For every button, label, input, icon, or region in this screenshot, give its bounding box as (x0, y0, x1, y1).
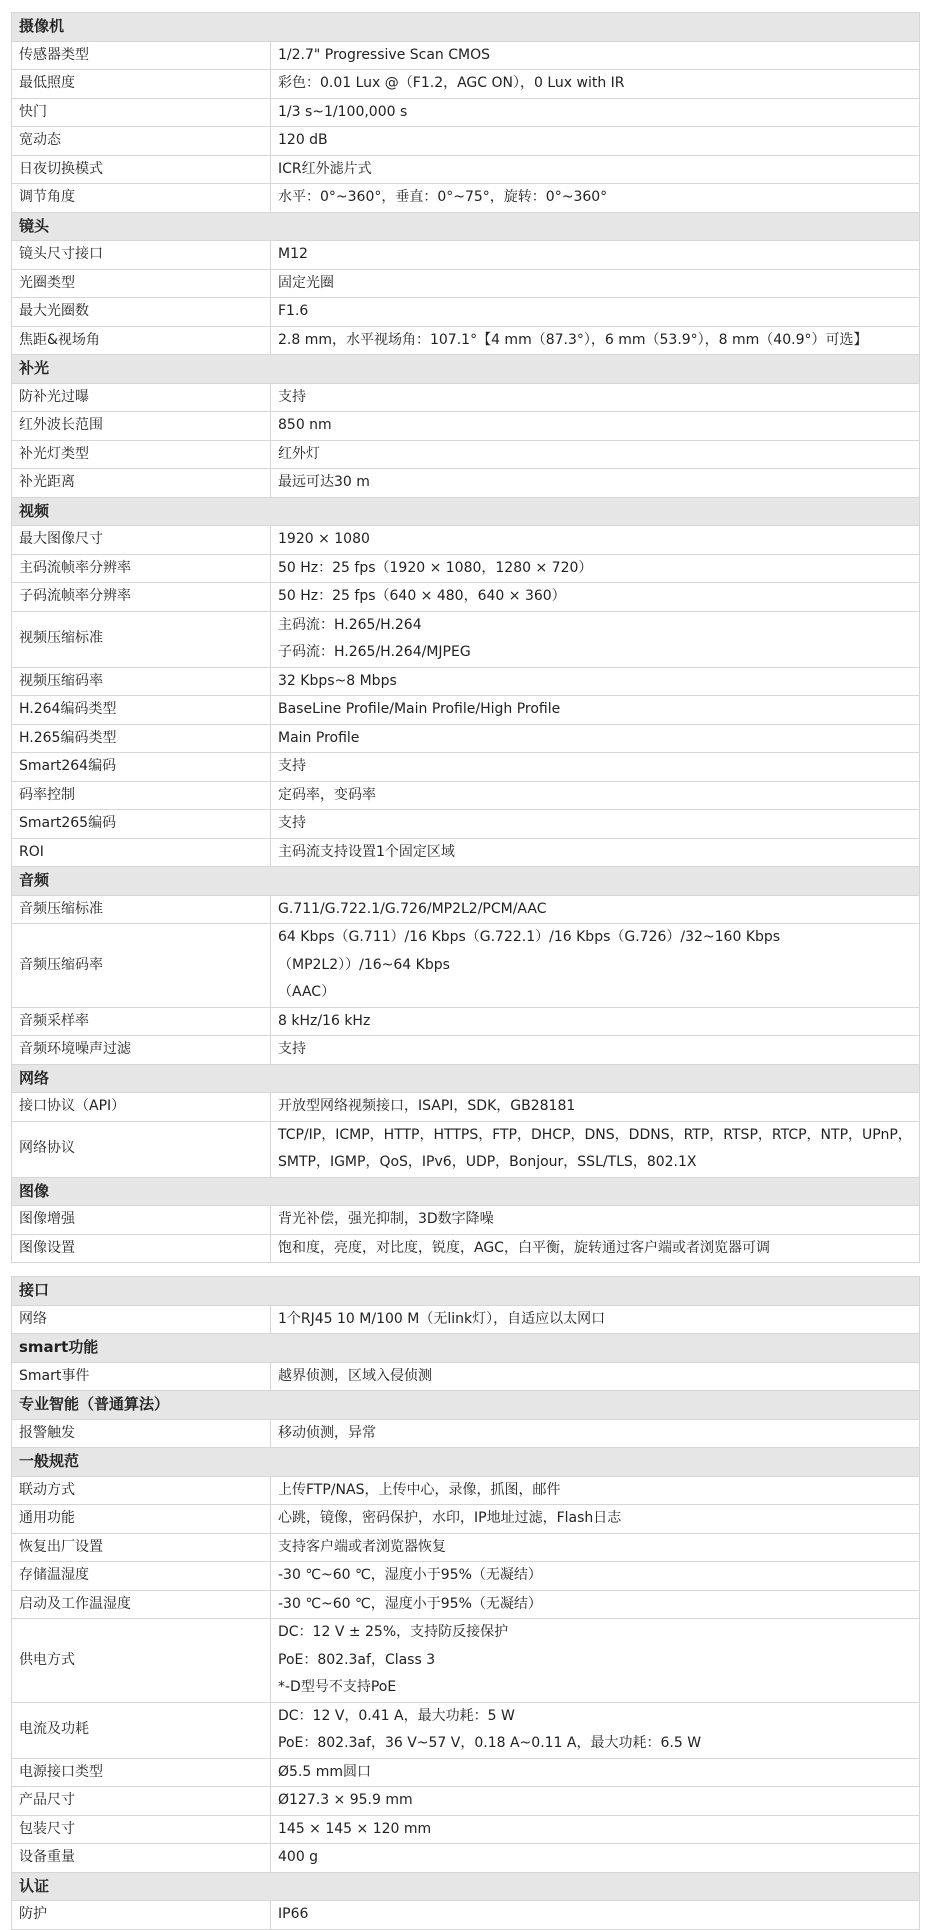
spec-value-line: SMTP，IGMP，QoS，IPv6，UDP，Bonjour，SSL/TLS，802.1X (278, 1154, 697, 1170)
spec-label: 电流及功耗 (12, 1702, 271, 1758)
spec-label: 防护 (12, 1901, 271, 1930)
section-header (12, 1334, 920, 1363)
spec-value-line: 支持客户端或者浏览器恢复 (278, 1538, 446, 1555)
spec-value (271, 1007, 920, 1036)
table-row (12, 184, 920, 213)
spec-value-line: -30 ℃~60 ℃，湿度小于95%（无凝结） (278, 1567, 542, 1583)
spec-value (271, 1036, 920, 1065)
spec-label: Smart事件 (12, 1362, 271, 1391)
spec-value-line: 850 nm (278, 417, 332, 433)
section-header (12, 1064, 920, 1093)
spec-label: 主码流帧率分辨率 (12, 554, 271, 583)
section-header (12, 1177, 920, 1206)
spec-value (271, 1476, 920, 1505)
spec-value-line: ICR红外滤片式 (278, 160, 372, 177)
spec-label: 通用功能 (12, 1505, 271, 1534)
table-row (12, 924, 920, 1008)
spec-label: 传感器类型 (12, 41, 271, 70)
spec-label: 最大光圈数 (12, 298, 271, 327)
table-row (12, 1787, 920, 1816)
spec-value (271, 184, 920, 213)
spec-label: 镜头尺寸接口 (12, 241, 271, 270)
table-row (12, 98, 920, 127)
table-row (12, 469, 920, 498)
section-header (12, 13, 920, 42)
spec-label: 报警触发 (12, 1419, 271, 1448)
spec-value-line: 400 g (278, 1849, 319, 1865)
table-row (12, 554, 920, 583)
spec-value-line: Ø5.5 mm圆口 (278, 1763, 372, 1780)
spec-value (271, 924, 920, 1008)
spec-value (271, 155, 920, 184)
spec-value (271, 526, 920, 555)
spec-value-line: 1个RJ45 10 M/100 M（无link灯），自适应以太网口 (278, 1310, 606, 1327)
table-row (12, 1007, 920, 1036)
spec-value-line: F1.6 (278, 303, 309, 319)
table-row (12, 583, 920, 612)
spec-value-line: 心跳，镜像，密码保护，水印，IP地址过滤，Flash日志 (278, 1510, 622, 1526)
section-header (12, 497, 920, 526)
table-row (12, 1234, 920, 1263)
spec-value (271, 583, 920, 612)
spec-label: 网络 (12, 1305, 271, 1334)
spec-value (271, 1844, 920, 1873)
spec-value-line: 支持 (278, 1041, 306, 1057)
table-row (12, 70, 920, 99)
table-row (12, 1702, 920, 1758)
spec-value-line: 1/3 s~1/100,000 s (278, 103, 408, 120)
table-row (12, 838, 920, 867)
spec-label: 音频采样率 (12, 1007, 271, 1036)
spec-value-line: 2.8 mm，水平视场角：107.1°【4 mm（87.3°），6 mm（53.9°），8 mm（40.9°）可选】 (278, 331, 868, 348)
table-row (12, 412, 920, 441)
spec-label: 日夜切换模式 (12, 155, 271, 184)
table-row (12, 1419, 920, 1448)
spec-sheet (11, 12, 919, 1930)
table-row (12, 1505, 920, 1534)
spec-value-line: DC：12 V，0.41 A，最大功耗：5 W (278, 1707, 515, 1724)
spec-value-line: 上传FTP/NAS，上传中心，录像，抓图，邮件 (278, 1481, 561, 1498)
table-row (12, 1036, 920, 1065)
spec-value (271, 98, 920, 127)
spec-value (271, 667, 920, 696)
spec-value (271, 1758, 920, 1787)
spec-value-line: 彩色：0.01 Lux @（F1.2，AGC ON），0 Lux with IR (278, 75, 625, 91)
spec-value (271, 781, 920, 810)
spec-label: 宽动态 (12, 127, 271, 156)
table-row (12, 1844, 920, 1873)
spec-value-line: 背光补偿，强光抑制，3D数字降噪 (278, 1211, 494, 1227)
spec-value-line: 32 Kbps~8 Mbps (278, 672, 397, 689)
spec-value-line: 64 Kbps（G.711）/16 Kbps（G.722.1）/16 Kbps（G.726）/32~160 Kbps（MP2L2））/16~64 Kbps (278, 929, 781, 973)
spec-value-line: 移动侦测，异常 (278, 1424, 376, 1441)
table-row (12, 611, 920, 667)
section-title: 一般规范 (12, 1448, 920, 1477)
spec-label: 红外波长范围 (12, 412, 271, 441)
spec-label: 音频压缩标准 (12, 895, 271, 924)
spec-label: H.264编码类型 (12, 696, 271, 725)
spec-label: 电源接口类型 (12, 1758, 271, 1787)
spec-label: 防补光过曝 (12, 383, 271, 412)
spec-value-line: -30 ℃~60 ℃，湿度小于95%（无凝结） (278, 1595, 542, 1612)
table-row (12, 1121, 920, 1177)
spec-value (271, 41, 920, 70)
table-row (12, 1815, 920, 1844)
spec-value-line: 1920 × 1080 (278, 531, 370, 547)
spec-value (271, 412, 920, 441)
spec-value (271, 838, 920, 867)
table-row (12, 667, 920, 696)
spec-value (271, 1419, 920, 1448)
spec-label: 联动方式 (12, 1476, 271, 1505)
table-row (12, 753, 920, 782)
section-title: 认证 (12, 1872, 920, 1901)
table-row (12, 298, 920, 327)
spec-label: 存储温湿度 (12, 1562, 271, 1591)
spec-value (271, 1121, 920, 1177)
spec-label: 补光灯类型 (12, 440, 271, 469)
spec-value-line: M12 (278, 246, 308, 262)
spec-label: 码率控制 (12, 781, 271, 810)
section-header (12, 355, 920, 384)
section-header (12, 1872, 920, 1901)
spec-value-line: 固定光圈 (278, 274, 334, 291)
spec-label: 焦距&视场角 (12, 326, 271, 355)
section-header (12, 1448, 920, 1477)
spec-value (271, 611, 920, 667)
spec-value-line: PoE：802.3af，Class 3 (278, 1651, 436, 1668)
table-row (12, 127, 920, 156)
spec-value (271, 554, 920, 583)
spec-value-line: 145 × 145 × 120 mm (278, 1820, 432, 1837)
spec-label: 子码流帧率分辨率 (12, 583, 271, 612)
spec-value-line: 越界侦测，区域入侵侦测 (278, 1367, 432, 1384)
spec-value-line: 120 dB (278, 132, 328, 148)
spec-value (271, 440, 920, 469)
spec-value (271, 1234, 920, 1263)
spec-label: H.265编码类型 (12, 724, 271, 753)
table-row (12, 1206, 920, 1235)
spec-value (271, 1590, 920, 1619)
spec-value (271, 895, 920, 924)
spec-value-line: Main Profile (278, 729, 360, 746)
table-row (12, 1533, 920, 1562)
spec-label: 图像增强 (12, 1206, 271, 1235)
spec-value-line: DC：12 V ± 25%，支持防反接保护 (278, 1624, 509, 1640)
spec-value (271, 1505, 920, 1534)
section-title: 网络 (12, 1064, 920, 1093)
spec-value-line: 子码流：H.265/H.264/MJPEG (278, 644, 471, 660)
spec-value (271, 1562, 920, 1591)
spec-value-line: 50 Hz：25 fps（1920 × 1080，1280 × 720） (278, 559, 593, 576)
spec-value (271, 1619, 920, 1703)
table-row (12, 1093, 920, 1122)
spec-value (271, 1787, 920, 1816)
section-header (12, 1277, 920, 1306)
spec-value (271, 810, 920, 839)
table-row (12, 155, 920, 184)
table-row (12, 724, 920, 753)
section-header (12, 212, 920, 241)
table-row (12, 1305, 920, 1334)
spec-label: 供电方式 (12, 1619, 271, 1703)
spec-label: 视频压缩码率 (12, 667, 271, 696)
spec-label: 视频压缩标准 (12, 611, 271, 667)
table-row (12, 696, 920, 725)
table-row (12, 526, 920, 555)
spec-label: 快门 (12, 98, 271, 127)
spec-value (271, 1305, 920, 1334)
spec-value (271, 469, 920, 498)
spec-label: 最低照度 (12, 70, 271, 99)
spec-label: 产品尺寸 (12, 1787, 271, 1816)
spec-value-line: 支持 (278, 815, 306, 831)
spec-label: 接口协议（API） (12, 1093, 271, 1122)
spec-value (271, 1093, 920, 1122)
section-header (12, 867, 920, 896)
spec-value-line: TCP/IP，ICMP，HTTP，HTTPS，FTP，DHCP，DNS，DDNS，RTP，RTSP，RTCP，NTP，UPnP， (278, 1126, 912, 1143)
section-title: 摄像机 (12, 13, 920, 42)
spec-value (271, 127, 920, 156)
spec-label: 图像设置 (12, 1234, 271, 1263)
table-row (12, 895, 920, 924)
spec-table (11, 1276, 920, 1930)
spec-value (271, 696, 920, 725)
spec-value (271, 298, 920, 327)
spec-value (271, 724, 920, 753)
table-row (12, 241, 920, 270)
spec-label: 补光距离 (12, 469, 271, 498)
spec-label: 网络协议 (12, 1121, 271, 1177)
table-row (12, 41, 920, 70)
spec-value-line: 主码流：H.265/H.264 (278, 616, 422, 633)
table-row (12, 1476, 920, 1505)
table-row (12, 810, 920, 839)
spec-value (271, 1815, 920, 1844)
table-row (12, 326, 920, 355)
spec-label: 包装尺寸 (12, 1815, 271, 1844)
table-row (12, 781, 920, 810)
spec-value-line: IP66 (278, 1906, 309, 1922)
spec-value-line: BaseLine Profile/Main Profile/High Profile (278, 701, 561, 717)
spec-value-line: 8 kHz/16 kHz (278, 1012, 371, 1029)
spec-label: 音频压缩码率 (12, 924, 271, 1008)
spec-value-line: 1/2.7" Progressive Scan CMOS (278, 46, 491, 63)
spec-value (271, 1206, 920, 1235)
table-row (12, 1590, 920, 1619)
spec-value (271, 70, 920, 99)
spec-label: 音频环境噪声过滤 (12, 1036, 271, 1065)
spec-label: 设备重量 (12, 1844, 271, 1873)
spec-value-line: 50 Hz：25 fps（640 × 480，640 × 360） (278, 588, 566, 604)
spec-value (271, 269, 920, 298)
spec-label: 调节角度 (12, 184, 271, 213)
spec-label: 光圈类型 (12, 269, 271, 298)
spec-label: ROI (12, 838, 271, 867)
spec-value-line: 定码率，变码率 (278, 786, 376, 803)
spec-label: Smart265编码 (12, 810, 271, 839)
section-title: 专业智能（普通算法） (12, 1391, 920, 1420)
spec-value-line: 开放型网络视频接口，ISAPI，SDK，GB28181 (278, 1098, 576, 1114)
spec-value-line: 支持 (278, 388, 306, 405)
section-title: 视频 (12, 497, 920, 526)
spec-value (271, 241, 920, 270)
spec-table (11, 12, 920, 1263)
table-row (12, 269, 920, 298)
spec-value (271, 383, 920, 412)
spec-label: 最大图像尺寸 (12, 526, 271, 555)
spec-value-line: 水平：0°~360°，垂直：0°~75°，旋转：0°~360° (278, 189, 608, 205)
spec-value-line: G.711/G.722.1/G.726/MP2L2/PCM/AAC (278, 900, 547, 917)
spec-value-line: 红外灯 (278, 445, 320, 462)
section-title: 镜头 (12, 212, 920, 241)
spec-value-line: （AAC） (278, 984, 336, 1000)
spec-value-line: 饱和度，亮度，对比度，锐度，AGC，白平衡，旋转通过客户端或者浏览器可调 (278, 1239, 770, 1256)
spec-value-line: Ø127.3 × 95.9 mm (278, 1792, 413, 1808)
table-row (12, 440, 920, 469)
spec-value (271, 326, 920, 355)
section-header (12, 1391, 920, 1420)
section-title: 音频 (12, 867, 920, 896)
spec-value-line: 主码流支持设置1个固定区域 (278, 843, 455, 860)
section-title: 图像 (12, 1177, 920, 1206)
spec-value (271, 1533, 920, 1562)
spec-value (271, 753, 920, 782)
table-row (12, 1362, 920, 1391)
spec-value-line: 最远可达30 m (278, 474, 370, 490)
spec-value-line: *-D型号不支持PoE (278, 1679, 397, 1695)
spec-value-line: 支持 (278, 758, 306, 774)
section-title: smart功能 (12, 1334, 920, 1363)
spec-label: 启动及工作温湿度 (12, 1590, 271, 1619)
section-title: 补光 (12, 355, 920, 384)
spec-label: Smart264编码 (12, 753, 271, 782)
section-title: 接口 (12, 1277, 920, 1306)
table-row (12, 1758, 920, 1787)
spec-label: 恢复出厂设置 (12, 1533, 271, 1562)
spec-value (271, 1362, 920, 1391)
spec-value (271, 1702, 920, 1758)
spec-value-line: PoE：802.3af，36 V~57 V，0.18 A~0.11 A，最大功耗：6.5 W (278, 1735, 702, 1751)
table-row (12, 1562, 920, 1591)
table-row (12, 1619, 920, 1703)
table-row (12, 383, 920, 412)
